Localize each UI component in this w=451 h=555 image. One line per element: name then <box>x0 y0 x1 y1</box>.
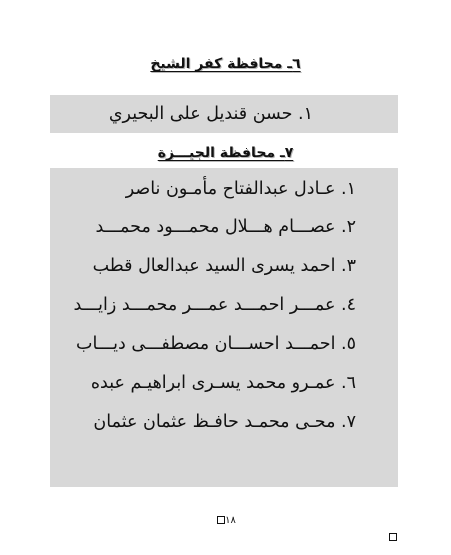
section-heading-giza: ٧ـ محافظة الجيـــزة <box>157 145 294 161</box>
section-heading-kafr-el-sheikh: ٦ـ محافظة كفر الشيخ <box>150 56 301 72</box>
square-bullet-icon <box>217 516 225 524</box>
corner-square-icon <box>389 533 397 541</box>
name-item: ٣. احمد يسرى السيد عبدالعال قطب <box>92 256 356 276</box>
name-item: ٧. محـى محمـد حافـظ عثمان عثمان <box>93 412 356 432</box>
names-box-giza <box>50 168 398 487</box>
page-number: ١٨ <box>225 515 236 526</box>
page-footer <box>0 515 451 526</box>
names-box-kafr-el-sheikh <box>50 95 398 133</box>
name-item: ٦. عمـرو محمد يسـرى ابراهيـم عبده <box>90 373 356 393</box>
name-item: ٥. احمـــد احســـان مصطفـــى ديـــاب <box>75 334 356 354</box>
name-item: ١. حسن قنديل على البحيري <box>108 104 313 124</box>
name-item: ٢. عصـــام هـــلال محمـــود محمـــد <box>95 217 356 237</box>
name-item: ١. عـادل عبدالفتاح مأمـون ناصر <box>125 179 356 199</box>
name-item: ٤. عمـــر احمـــد عمـــر محمـــد زايـــد <box>73 295 356 315</box>
